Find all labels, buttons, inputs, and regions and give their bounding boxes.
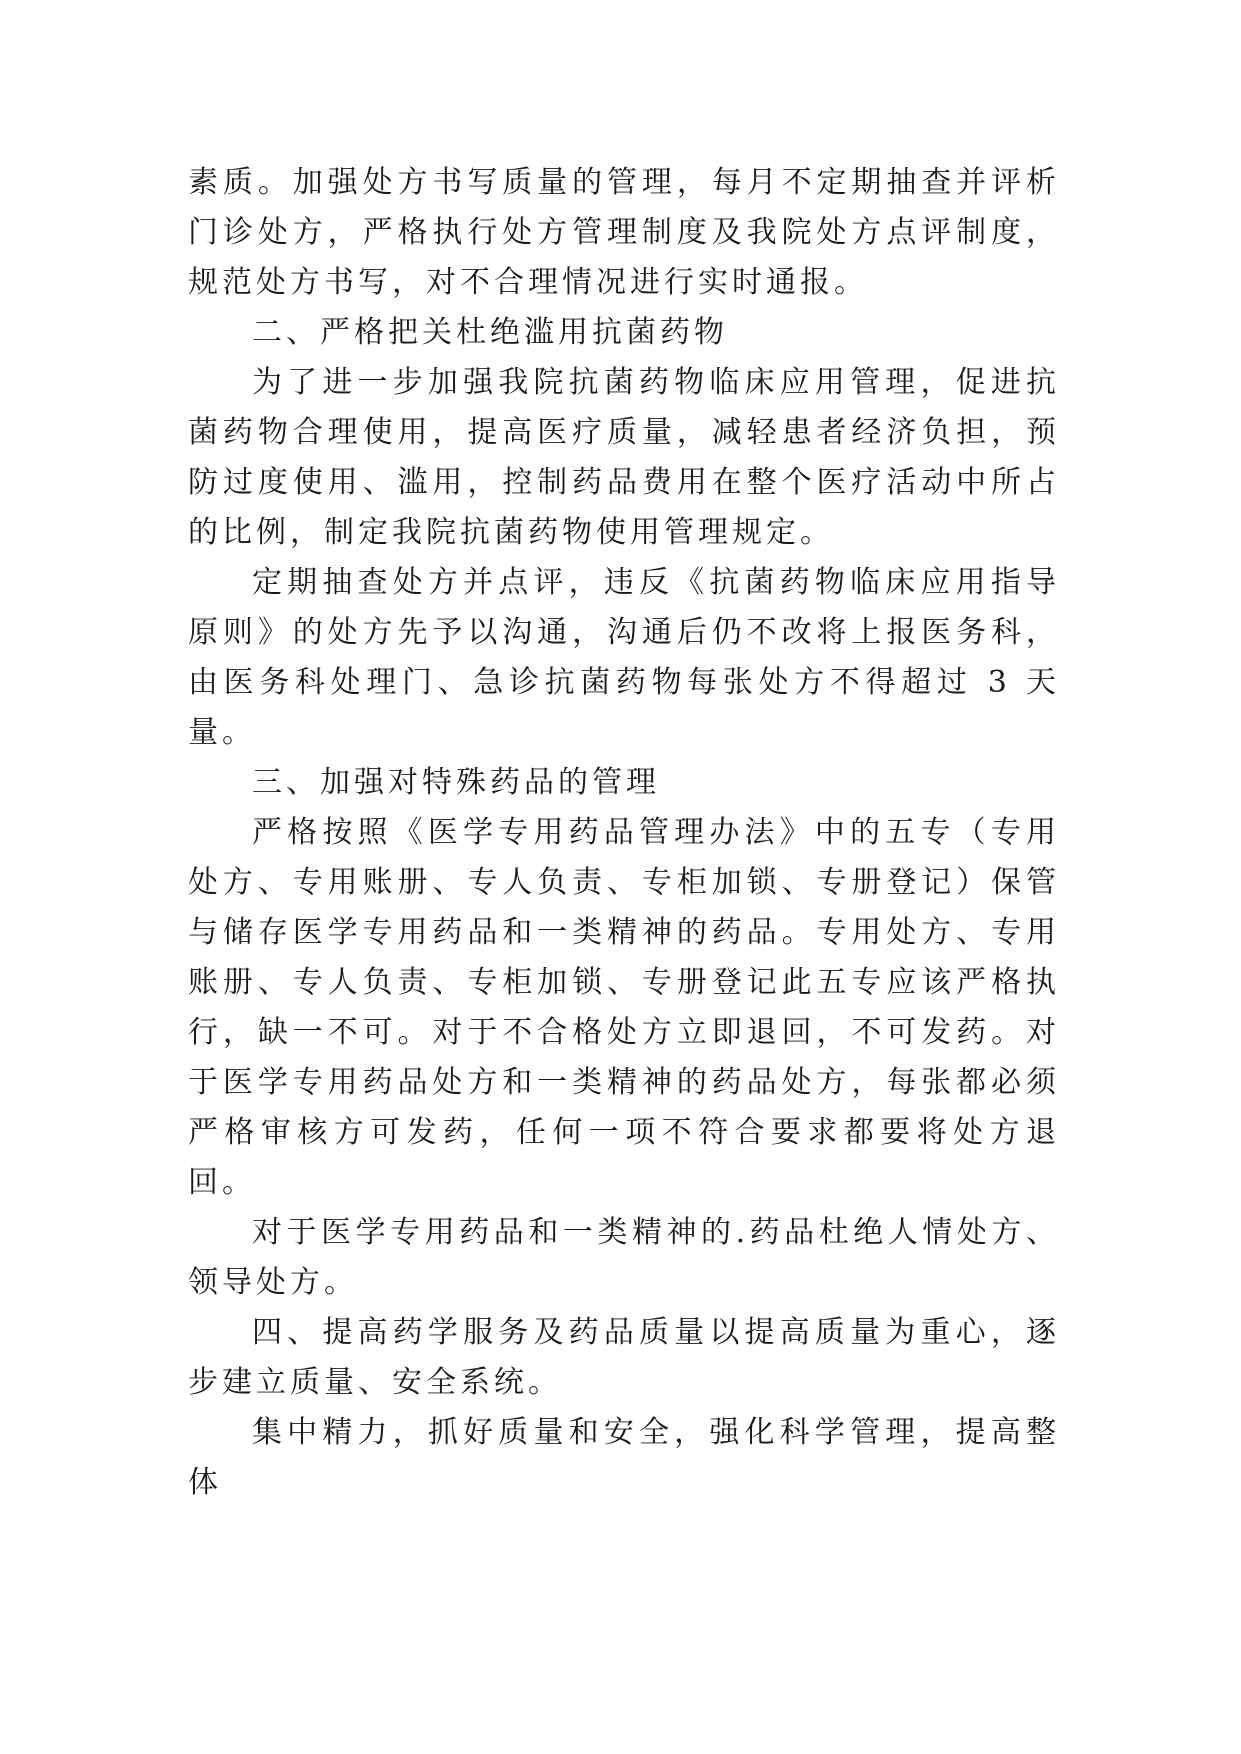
section-heading-antibiotics: 二、严格把关杜绝滥用抗菌药物: [252, 315, 728, 350]
paragraph-no-favor-prescriptions: 对于医学专用药品和一类精神的.药品杜绝人情处方、领导处方。: [188, 1215, 1060, 1300]
section-heading-special-drugs: 三、加强对特殊药品的管理: [252, 765, 660, 800]
paragraph-antibiotic-management: 为了进一步加强我院抗菌药物临床应用管理，促进抗菌药物合理使用，提高医疗质量，减轻患者经济负担，预防过度使用、滥用，控制药品费用在整个医疗活动中所占的比例，制定我院抗菌药物使用管理规定。: [188, 365, 1060, 550]
paragraph-focus-quality: 集中精力，抓好质量和安全，强化科学管理，提高整体: [188, 1415, 1060, 1500]
section-heading-pharmacy-service: 四、提高药学服务及药品质量以提高质量为重心，逐步建立质量、安全系统。: [188, 1315, 1060, 1400]
paragraph-prescription-quality: 素质。加强处方书写质量的管理，每月不定期抽查并评析门诊处方，严格执行处方管理制度及我院处方点评制度，规范处方书写，对不合理情况进行实时通报。: [188, 165, 1060, 300]
paragraph-prescription-review: 定期抽查处方并点评，违反《抗菌药物临床应用指导原则》的处方先予以沟通，沟通后仍不改将上报医务科，由医务科处理门、急诊抗菌药物每张处方不得超过 3 天量。: [188, 565, 1060, 750]
document-body: [188, 158, 1060, 1508]
paragraph-five-special-rules: 严格按照《医学专用药品管理办法》中的五专（专用处方、专用账册、专人负责、专柜加锁、专册登记）保管与储存医学专用药品和一类精神的药品。专用处方、专用账册、专人负责、专柜加锁、专册登记此五专应该严格执行，缺一不可。对于不合格处方立即退回，不可发药。对于医学专用药品处方和一类精神的药品处方，每张都必须严格审核方可发药，任何一项不符合要求都要将处方退回。: [188, 815, 1060, 1200]
